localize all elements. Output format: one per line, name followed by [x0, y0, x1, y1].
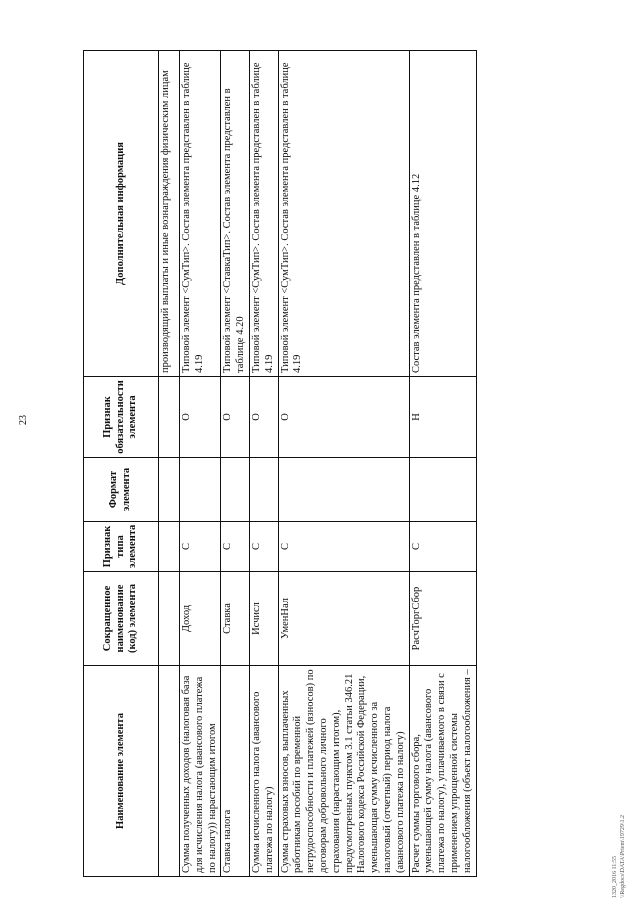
header-name: Наименование элемента	[84, 666, 159, 877]
cell-type: С	[180, 522, 221, 572]
cell-short: РасчТоргСбор	[409, 572, 476, 666]
cell-extra: производящий выплаты и иные вознаграждения физическим лицам	[159, 51, 180, 377]
cell-extra: Типовой элемент <СумТип>. Состав элемента представлен в таблице 4.19	[180, 51, 221, 377]
table-header-row	[84, 51, 159, 877]
header-short-name: Сокращенное наименование (код) элемента	[84, 572, 159, 666]
table-row-continuation	[159, 51, 180, 877]
cell-mandatory: О	[278, 377, 409, 458]
cell-format	[409, 458, 476, 522]
cell-extra: Типовой элемент <СумТип>. Состав элемента представлен в таблице 4.19	[249, 51, 278, 377]
cell-type: С	[278, 522, 409, 572]
table-row	[221, 51, 250, 877]
page-number: 23	[18, 415, 29, 425]
cell-mandatory: О	[180, 377, 221, 458]
cell-name: Сумма исчисленного налога (авансового платежа по налогу)	[249, 666, 278, 877]
header-extra-info: Дополнительная информация	[84, 51, 159, 377]
rotated-table-container	[83, 51, 609, 877]
cell-extra: Типовой элемент <СумТип>. Состав элемента представлен в таблице 4.19	[278, 51, 409, 377]
footer-stamp	[612, 815, 628, 898]
table-row	[180, 51, 221, 877]
cell-mandatory: Н	[409, 377, 476, 458]
table-row	[278, 51, 409, 877]
cell-name: Ставка налога	[221, 666, 250, 877]
cell-name: Расчет суммы торгового сбора, уменьшающей сумму налога (авансового платежа по налогу), уплачиваемого в связи с применением упрощенной системы налогообложения (объект налогообложения –	[409, 666, 476, 877]
cell-short: Исчисл	[249, 572, 278, 666]
header-mandatory: Признак обязательности элемента	[84, 377, 159, 458]
footer-line: 1320_2016 11:55	[612, 856, 618, 898]
cell-extra: Типовой элемент <СтавкаТип>. Состав элемента представлен в таблице 4.20	[221, 51, 250, 377]
cell-format	[180, 458, 221, 522]
footer-line: \\Regdocs\DATA\Priem\19729\1.2	[619, 814, 626, 898]
cell-short: УменНал	[278, 572, 409, 666]
cell-extra: Состав элемента представлен в таблице 4.12	[409, 51, 476, 377]
cell-mandatory: О	[249, 377, 278, 458]
cell-type: С	[409, 522, 476, 572]
cell-type: С	[221, 522, 250, 572]
table-row	[409, 51, 476, 877]
cell-type: С	[249, 522, 278, 572]
cell-format	[249, 458, 278, 522]
cell-name: Сумма полученных доходов (налоговая база для исчисления налога (авансового платежа по налогу)) нарастающим итогом	[180, 666, 221, 877]
table-row	[249, 51, 278, 877]
cell-format	[221, 458, 250, 522]
cell-short: Доход	[180, 572, 221, 666]
header-type: Признак типа элемента	[84, 522, 159, 572]
cell-mandatory: О	[221, 377, 250, 458]
header-format: Формат элемента	[84, 458, 159, 522]
elements-table	[83, 50, 477, 877]
cell-format	[278, 458, 409, 522]
cell-name: Сумма страховых взносов, выплаченных работникам пособий по временной нетрудоспособности и платежей (взносов) по договорам добровольного личного страхования (нарастающим итогом), предусмотренных пунктом 3.1 статьи 346.21 Налогового кодекса Российской Федерации, уменьшающая сумму исчисленного за налоговый (отчетный) период налога (авансового платежа по налогу)	[278, 666, 409, 877]
cell-short: Ставка	[221, 572, 250, 666]
